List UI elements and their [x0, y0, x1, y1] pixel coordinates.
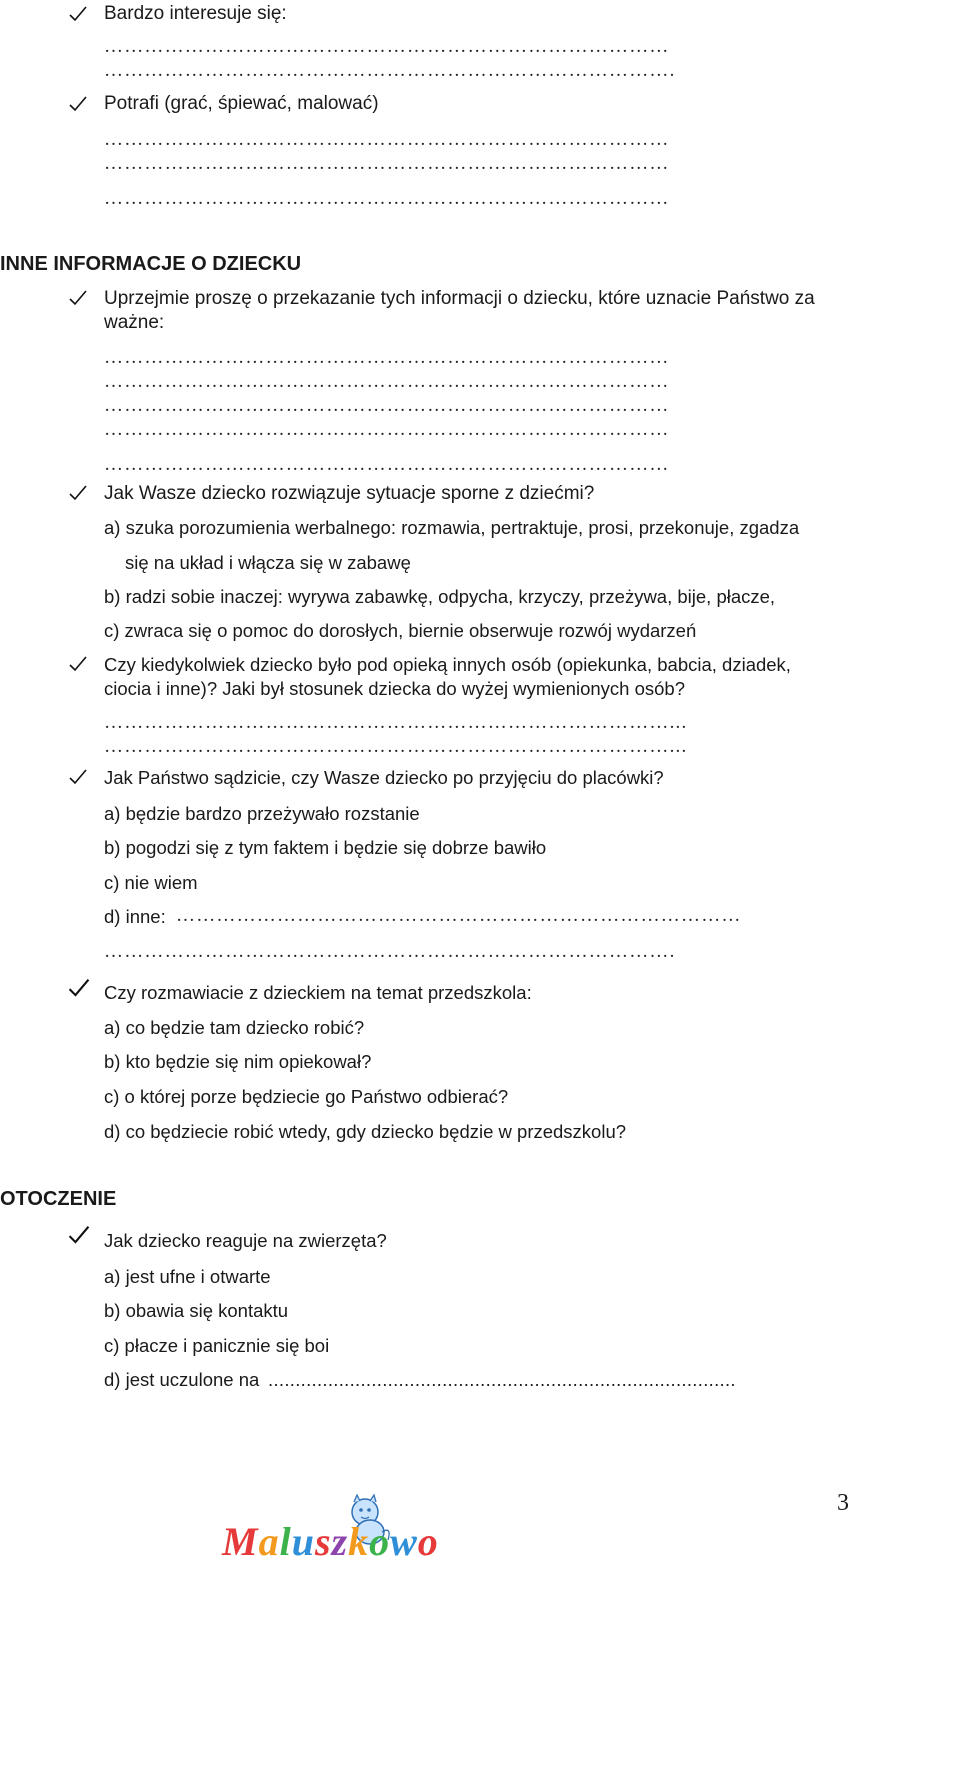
answer-line: …………………………………………………………………………	[104, 153, 670, 174]
option-c: c) zwraca się o pomoc do dorosłych, biernie obserwuje rozwój wydarzeń	[104, 620, 697, 641]
checkmark-icon	[67, 3, 89, 25]
answer-line: …………………………………………………………………………	[104, 454, 670, 475]
answer-line: …………………………………………………………………………...	[104, 712, 688, 733]
answer-line: ......................................................................................	[268, 1369, 736, 1390]
checkmark-icon	[67, 482, 89, 504]
question-conflicts: Jak Wasze dziecko rozwiązuje sytuacje sporne z dziećmi?	[104, 483, 595, 504]
logo	[222, 1488, 439, 1568]
option-c: c) nie wiem	[104, 872, 198, 893]
answer-line: …………………………………………………………………………	[104, 371, 670, 392]
answer-line: ………………………………………………………………………….	[104, 941, 676, 962]
option-a: a) co będzie tam dziecko robić?	[104, 1017, 365, 1038]
answer-line: ………………………………………………………………………….	[104, 60, 676, 81]
checkmark-icon	[67, 93, 89, 115]
question-adaptation: Jak Państwo sądzicie, czy Wasze dziecko po przyjęciu do placówki?	[104, 767, 664, 788]
checkmark-icon	[66, 975, 88, 997]
option-a: a) jest ufne i otwarte	[104, 1266, 271, 1287]
answer-line: …………………………………………………………………………	[176, 905, 742, 926]
question-other-info: Uprzejmie proszę o przekazanie tych informacji o dziecku, które uznacie Państwo za	[104, 288, 815, 309]
section-heading-other-info: INNE INFORMACJE O DZIECKU	[0, 253, 302, 275]
answer-line: …………………………………………………………………………	[104, 419, 670, 440]
option-d: d) inne:	[104, 906, 166, 927]
answer-line: …………………………………………………………………………	[104, 129, 670, 150]
answer-line: …………………………………………………………………………	[104, 395, 670, 416]
option-b: b) radzi sobie inaczej: wyrywa zabawkę, odpycha, krzyczy, przeżywa, bije, płacze,	[104, 586, 776, 607]
option-c: c) płacze i panicznie się boi	[104, 1335, 330, 1356]
question-interests: Bardzo interesuje się:	[104, 3, 287, 24]
page-number: 3	[837, 1490, 849, 1516]
question-care-cont: ciocia i inne)? Jaki był stosunek dziecka do wyżej wymienionych osób?	[104, 678, 685, 699]
option-b: b) obawia się kontaktu	[104, 1300, 289, 1321]
answer-line: …………………………………………………………………………	[104, 188, 670, 209]
option-b: b) pogodzi się z tym faktem i będzie się dobrze bawiło	[104, 837, 547, 858]
checkmark-icon	[66, 1222, 88, 1244]
question-other-info-cont: ważne:	[104, 312, 165, 333]
option-d: d) jest uczulone na	[104, 1369, 260, 1390]
section-heading-surroundings: OTOCZENIE	[0, 1188, 117, 1210]
answer-line: …………………………………………………………………………	[104, 36, 670, 57]
answer-line: …………………………………………………………………………...	[104, 736, 688, 757]
option-a-cont: się na układ i włącza się w zabawę	[125, 552, 411, 573]
checkmark-icon	[67, 653, 89, 675]
question-abilities: Potrafi (grać, śpiewać, malować)	[104, 93, 379, 114]
checkmark-icon	[67, 287, 89, 309]
question-kindergarten-talk: Czy rozmawiacie z dzieckiem na temat przedszkola:	[104, 982, 532, 1003]
logo-text: Maluszkowo	[222, 1519, 439, 1564]
question-animals: Jak dziecko reaguje na zwierzęta?	[104, 1230, 387, 1251]
option-a: a) będzie bardzo przeżywało rozstanie	[104, 803, 420, 824]
question-care: Czy kiedykolwiek dziecko było pod opieką innych osób (opiekunka, babcia, dziadek,	[104, 654, 791, 675]
option-c: c) o której porze będziecie go Państwo odbierać?	[104, 1086, 509, 1107]
option-b: b) kto będzie się nim opiekował?	[104, 1051, 372, 1072]
answer-line: …………………………………………………………………………	[104, 347, 670, 368]
checkmark-icon	[67, 766, 89, 788]
option-a: a) szuka porozumienia werbalnego: rozmawia, pertraktuje, prosi, przekonuje, zgadza	[104, 517, 800, 538]
option-d: d) co będziecie robić wtedy, gdy dziecko będzie w przedszkolu?	[104, 1121, 627, 1142]
